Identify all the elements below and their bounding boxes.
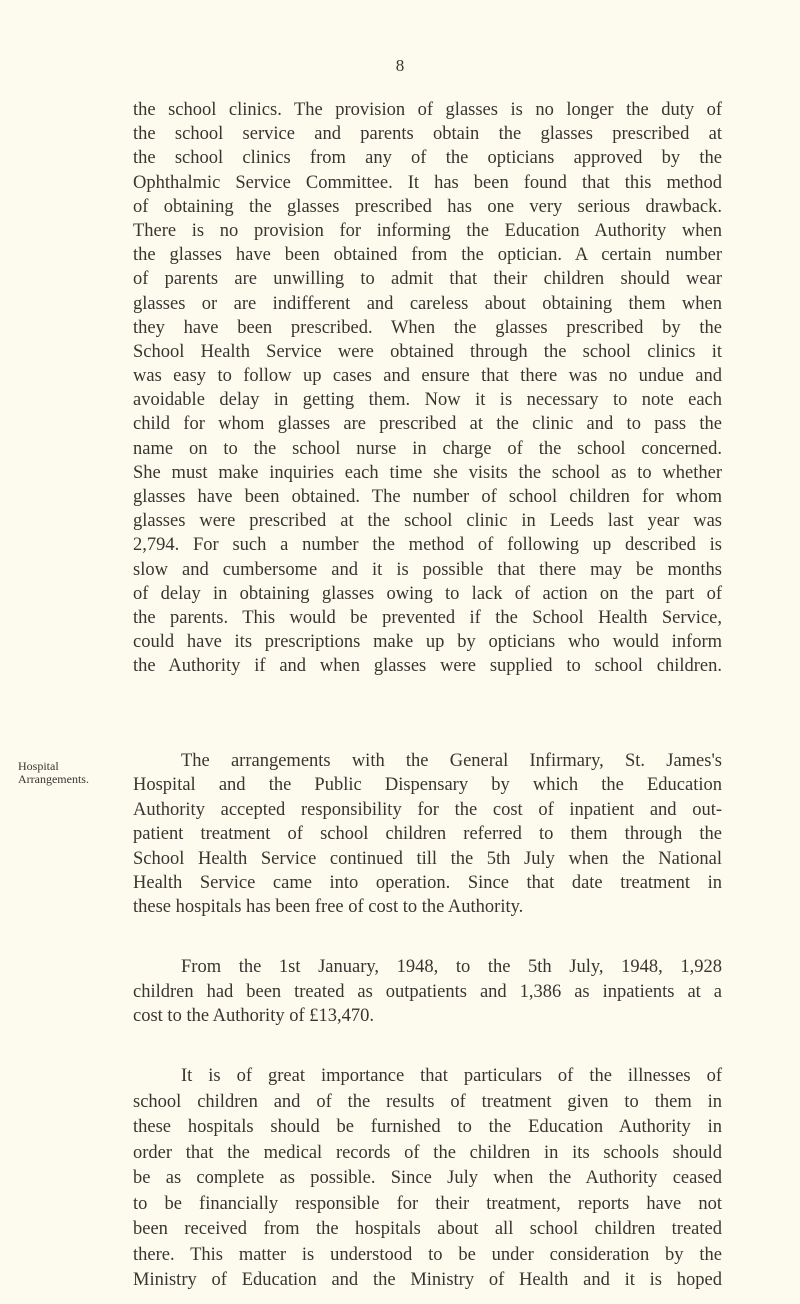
text-line: slow and cumbersome and it is possible that there may be months (133, 559, 722, 580)
text-line: was easy to follow up cases and ensure that there was no undue and (133, 366, 722, 387)
text-line: She must make inquiries each time she visits the school as to whether (133, 462, 722, 483)
text-line: the school service and parents obtain the glasses prescribed at (133, 124, 722, 145)
text-line: they have been prescribed. When the glasses prescribed by the (133, 317, 722, 338)
margin-note-line: Hospital (18, 759, 59, 773)
text-line: the school clinics. The provision of glasses is no longer the duty of (133, 100, 722, 120)
text-line: glasses were prescribed at the school clinic in Leeds last year was (133, 511, 722, 532)
page-number: 8 (395, 56, 405, 75)
text-line: of parents are unwilling to admit that their children should wear (133, 269, 722, 290)
margin-note-line: Arrangements. (18, 772, 89, 786)
text-line: child for whom glasses are prescribed at the clinic and to pass the (133, 414, 722, 435)
text-line: 2,794. For such a number the method of following up described is (133, 535, 722, 556)
text-line: The arrangements with the General Infirmary, St. James's (181, 751, 722, 771)
text-line: Hospital and the Public Dispensary by which the Education (133, 775, 722, 796)
paragraph-medical-records (133, 1064, 722, 1294)
text-line: the glasses have been obtained from the optician. A certain number (133, 245, 722, 266)
text-line: the parents. This would be prevented if the School Health Service, (133, 607, 722, 628)
text-line: of obtaining the glasses prescribed has one very serious drawback. (133, 196, 722, 217)
text-line: be as complete as possible. Since July when the Authority ceased (133, 1168, 722, 1188)
text-line: Ministry of Education and the Ministry of Health and it is hoped (133, 1270, 722, 1290)
text-line: Ophthalmic Service Committee. It has been found that this method (133, 172, 722, 193)
text-line: school children and of the results of treatment given to them in (133, 1091, 722, 1112)
text-line: School Health Service continued till the 5th July when the National (133, 848, 722, 869)
text-line: From the 1st January, 1948, to the 5th July, 1948, 1,928 (181, 957, 722, 977)
text-line: of delay in obtaining glasses owing to lack of action on the part of (133, 583, 722, 604)
text-line: There is no provision for informing the Education Authority when (133, 220, 722, 241)
text-line: children had been treated as outpatients and 1,386 as inpatients at a (133, 981, 722, 1002)
margin-note-hospital-arrangements (18, 760, 89, 786)
text-line: to be financially responsible for their treatment, reports have not (133, 1193, 722, 1214)
text-line: these hospitals should be furnished to the Education Authority in (133, 1117, 722, 1137)
text-line: It is of great importance that particulars of the illnesses of (181, 1066, 722, 1086)
text-line: the Authority if and when glasses were supplied to school children. (133, 656, 722, 677)
text-line: glasses have been obtained. The number of school children for whom (133, 487, 722, 507)
text-line: name on to the school nurse in charge of the school concerned. (133, 438, 722, 459)
text-line: these hospitals has been free of cost to the Authority. (133, 897, 524, 918)
text-line: could have its prescriptions make up by opticians who would inform (133, 632, 722, 653)
text-line: the school clinics from any of the opticians approved by the (133, 148, 722, 169)
text-line: School Health Service were obtained through the school clinics it (133, 341, 722, 362)
paragraph-glasses (133, 98, 722, 679)
text-line: avoidable delay in getting them. Now it is necessary to note each (133, 390, 722, 411)
text-line: glasses or are indifferent and careless about obtaining them when (133, 293, 722, 314)
text-line: Authority accepted responsibility for the cost of inpatient and out- (133, 799, 722, 820)
text-line: patient treatment of school children referred to them through the (133, 824, 722, 845)
text-line: been received from the hospitals about all school children treated (133, 1219, 722, 1239)
paragraph-hospital-arrangements (133, 749, 722, 920)
text-line: there. This matter is understood to be under consideration by the (133, 1244, 722, 1265)
text-line: Health Service came into operation. Since that date treatment in (133, 872, 722, 893)
paragraph-treatment-figures (133, 955, 722, 1029)
text-line: cost to the Authority of £13,470. (133, 1006, 374, 1026)
text-line: order that the medical records of the children in its schools should (133, 1142, 722, 1163)
